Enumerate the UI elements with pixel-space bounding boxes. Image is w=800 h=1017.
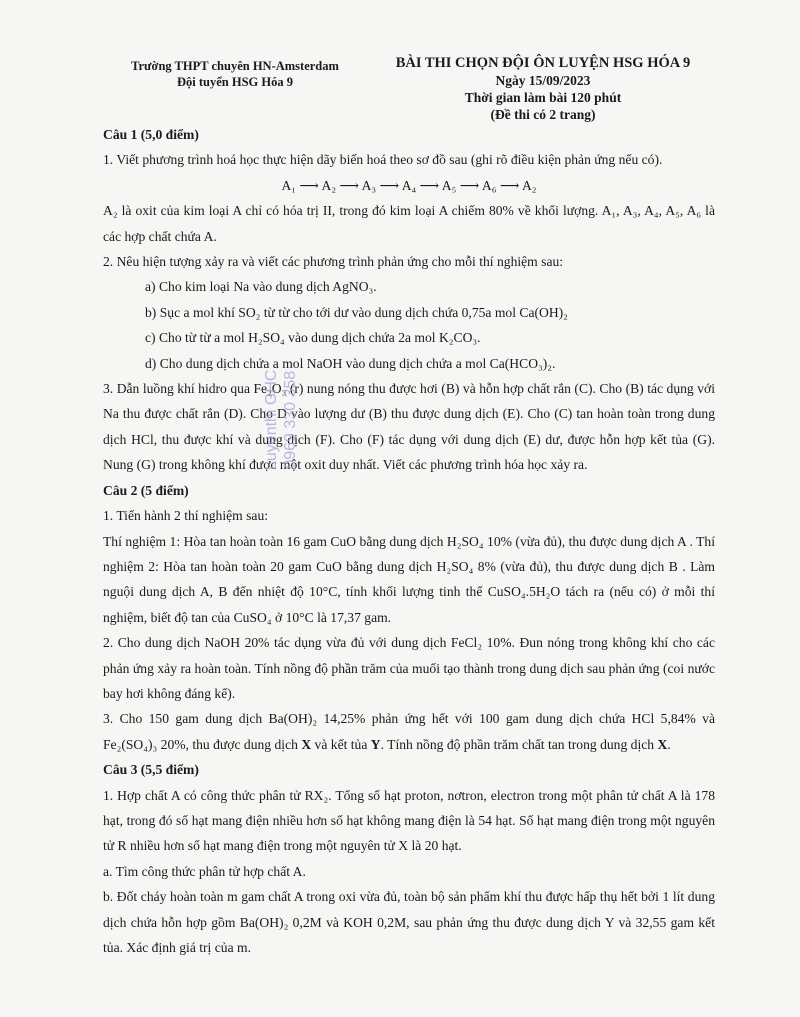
exam-duration: Thời gian làm bài 120 phút xyxy=(464,90,622,105)
question-2-part-2: 2. Cho dung dịch NaOH 20% tác dụng vừa đủ với dung dịch FeCl₂ 10%. Đun nóng trong không khí cho các phản ứng xảy ra hoàn toàn. Tính nồng độ phần trăm của muối tạo thành trong dung dịch sau phản ứng (coi nước bay hơi không đáng kể). xyxy=(103,635,715,701)
exam-pages: (Đề thi có 2 trang) xyxy=(490,107,596,122)
question-3-title: Câu 3 (5,5 điểm) xyxy=(103,762,199,778)
question-1-part-3: 3. Dẫn luồng khí hidro qua Fe₂O₃ (r) nung nóng thu được hơi (B) và hỗn hợp chất rắn (C). Cho (B) tác dụng với Na thu được chất rắn (D). Cho D vào lượng dư (B) thu được dung dịch (E). Cho (C) tan hoàn toàn trong dung dịch HCl, thu được khí và dung dịch (F). Cho (F) tác dụng với dung dịch (E) dư, được hỗn hợp kết tủa (G). Nung (G) trong không khí được một oxit duy nhất. Viết các phương trình hóa học xảy ra. xyxy=(103,381,715,473)
q2-3-seg-a: 3. Cho 150 gam dung dịch Ba(OH)₂ 14,25% phản ứng hết với 100 gam dung dịch chứa HCl 5,84% và Fe₂(SO₄)₃ 20%, thu được dung dịch xyxy=(103,711,715,752)
exam-date: Ngày 15/09/2023 xyxy=(495,73,591,88)
q2-3-x2: X xyxy=(657,736,668,752)
exam-title: BÀI THI CHỌN ĐỘI ÔN LUYỆN HSG HÓA 9 xyxy=(395,55,691,71)
q2-3-x: X xyxy=(301,736,312,752)
watermark-line-1: Luyenthi GHC xyxy=(263,369,280,470)
question-2-part-3 xyxy=(103,706,715,757)
q1-2-item-a: a) Cho kim loại Na vào dung dịch AgNO₃. xyxy=(145,279,377,295)
question-1-part-2: 2. Nêu hiện tượng xảy ra và viết các phương trình phản ứng cho mỗi thí nghiệm sau: xyxy=(103,254,564,270)
reaction-scheme: A₁ ⟶ A₂ ⟶ A₃ ⟶ A₄ ⟶ A₅ ⟶ A₆ ⟶ A₂ xyxy=(281,177,537,193)
team-name: Đội tuyển HSG Hóa 9 xyxy=(177,75,293,89)
school-name: Trường THPT chuyên HN-Amsterdam xyxy=(131,59,339,73)
question-2-title: Câu 2 (5 điểm) xyxy=(103,482,189,498)
watermark xyxy=(262,370,300,471)
watermark-line-2: 0969 330 358 xyxy=(282,370,299,469)
header-left xyxy=(100,58,370,90)
question-1-part-1 xyxy=(103,147,715,172)
q2-3-y: Y xyxy=(370,736,381,752)
exam-body xyxy=(103,122,715,960)
q2-3-seg-c: . Tính nồng độ phần trăm chất tan trong dung dịch xyxy=(380,736,658,752)
question-3-part-1b: b. Đốt cháy hoàn toàn m gam chất A trong oxi vừa đủ, toàn bộ sản phẩm khí thu được hấp thụ hết bởi 1 lít dung dịch chứa hỗn hợp gồm Ba(OH)₂ 0,2M và KOH 0,2M, sau phản ứng thu được dung dịch Y và 32,55 gam kết tủa. Xác định giá trị của m. xyxy=(103,889,715,955)
question-1-part-1-note: A₂ là oxit của kim loại A chỉ có hóa trị II, trong đó kim loại A chiếm 80% về khối lượng. A₁, A₃, A₄, A₅, A₆ là các hợp chất chứa A. xyxy=(103,203,715,244)
q1-2-item-b: b) Sục a mol khí SO₂ từ từ cho tới dư vào dung dịch chứa 0,75a mol Ca(OH)₂ xyxy=(145,304,568,320)
header-right xyxy=(378,55,708,123)
question-2-part-1: 1. Tiến hành 2 thí nghiệm sau: xyxy=(103,508,269,524)
q1-1-text: 1. Viết phương trình hoá học thực hiện dãy biến hoá theo sơ đồ sau (ghi rõ điều kiện phản ứng nếu có). xyxy=(103,152,663,168)
question-2-part-1-text: Thí nghiệm 1: Hòa tan hoàn toàn 16 gam CuO bằng dung dịch H₂SO₄ 10% (vừa đủ), thu được dung dịch A . Thí nghiệm 2: Hòa tan hoàn toàn 20 gam CuO bằng dung dịch H₂SO₄ 8% (vừa đủ), thu được dung dịch B . Làm nguội dung dịch A, B đến nhiệt độ 10°C, tính khối lượng tinh thể CuSO₄.5H₂O tách ra (nếu có) ở mỗi thí nghiệm, biết độ tan của CuSO₄ ở 10°C là 17,37 gam. xyxy=(103,533,715,625)
q1-2-item-d: d) Cho dung dịch chứa a mol NaOH vào dung dịch chứa a mol Ca(HCO₃)₂. xyxy=(145,355,556,371)
q2-3-seg-b: và kết tủa xyxy=(311,736,371,752)
q2-3-seg-d: . xyxy=(667,736,671,752)
question-1-title: Câu 1 (5,0 điểm) xyxy=(103,127,199,142)
question-3-part-1: 1. Hợp chất A có công thức phân tử RX₂. Tổng số hạt proton, nơtron, electron trong một phân tử chất A là 178 hạt, trong đó số hạt mang điện nhiều hơn số hạt không mang điện là 54 hạt. Số hạt mang điện trong một nguyên tử R nhiều hơn số hạt mang điện trong một nguyên tử X là 20 hạt. xyxy=(103,787,715,854)
q1-2-item-c: c) Cho từ từ a mol H₂SO₄ vào dung dịch chứa 2a mol K₂CO₃. xyxy=(145,330,481,346)
question-3-part-1a: a. Tìm công thức phân tử hợp chất A. xyxy=(103,863,306,879)
